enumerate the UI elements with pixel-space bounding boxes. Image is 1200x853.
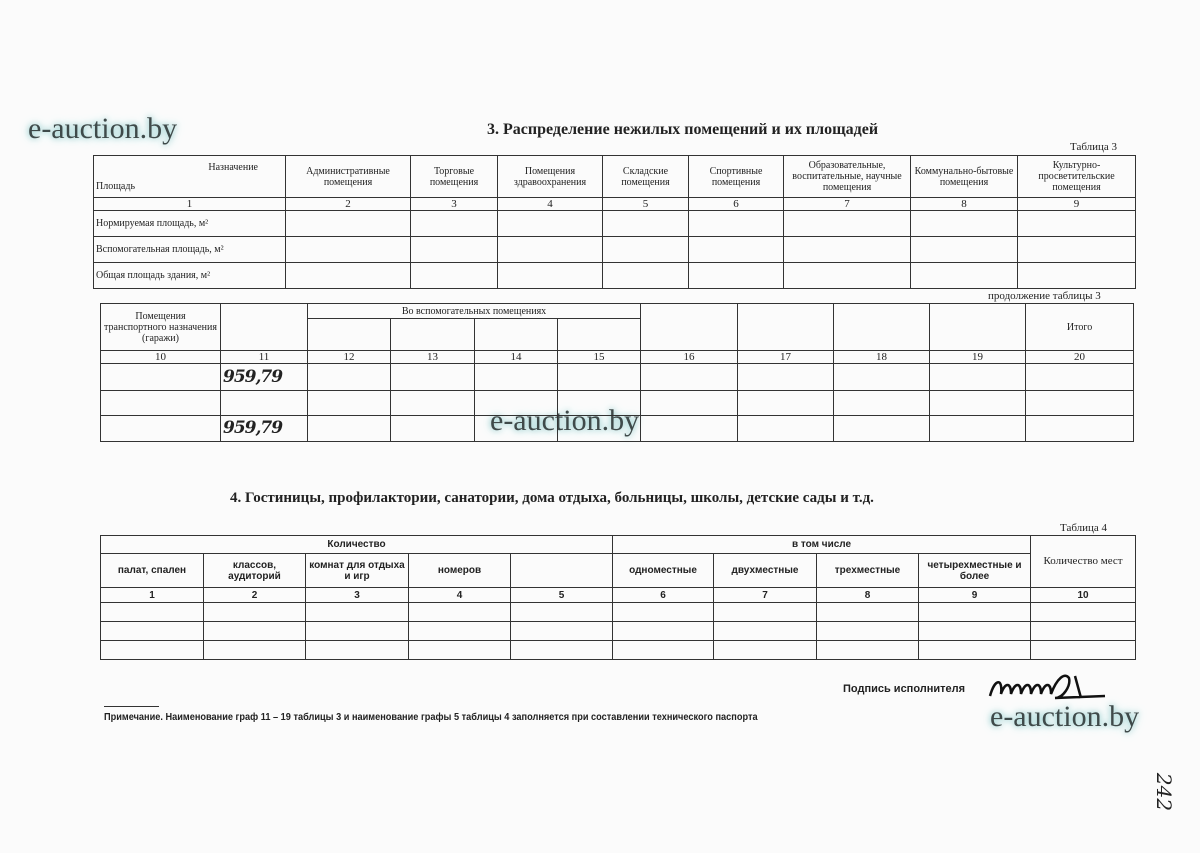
watermark: e-auction.by [490, 404, 640, 437]
column-header: Спортивные помещения [689, 156, 784, 198]
footnote: Примечание. Наименование граф 11 – 19 таблицы 3 и наименование графы 5 таблицы 4 заполняется при составлении технического паспорта [104, 712, 758, 723]
column-header: трехместные [817, 554, 919, 588]
column-number: 7 [784, 198, 911, 211]
column-number: 8 [911, 198, 1018, 211]
table-row [94, 211, 1136, 237]
column-header: Культурно-просветительские помещения [1018, 156, 1136, 198]
column-number: 20 [1026, 351, 1134, 364]
column-number: 9 [1018, 198, 1136, 211]
signature [985, 668, 1125, 704]
column-number: 14 [475, 351, 558, 364]
column-number: 1 [94, 198, 286, 211]
total-header: Итого [1026, 304, 1134, 351]
column-number: 8 [817, 588, 919, 603]
column-header: одноместные [613, 554, 714, 588]
column-number: 11 [221, 351, 308, 364]
column-header: Помещения здравоохранения [498, 156, 603, 198]
signature-label: Подпись исполнителя [843, 683, 966, 695]
watermark: e-auction.by [28, 112, 178, 145]
column-header [511, 554, 613, 588]
column-number: 4 [409, 588, 511, 603]
column-number: 18 [834, 351, 930, 364]
column-number: 15 [558, 351, 641, 364]
column-header: номеров [409, 554, 511, 588]
column-number: 1 [101, 588, 204, 603]
group-header: в том числе [613, 536, 1031, 554]
column-number: 19 [930, 351, 1026, 364]
column-header: Торговые помещения [411, 156, 498, 198]
table-3 [93, 155, 1136, 289]
column-number: 2 [204, 588, 306, 603]
table-row [101, 641, 1136, 660]
column-number: 16 [641, 351, 738, 364]
column-header: Количество мест [1031, 536, 1136, 588]
group-header: Количество [101, 536, 613, 554]
column-number: 6 [613, 588, 714, 603]
column-header: комнат для отдыха и игр [306, 554, 409, 588]
table-4-label: Таблица 4 [1060, 522, 1108, 534]
table-row [101, 391, 1134, 416]
column-number: 12 [308, 351, 391, 364]
column-number: 7 [714, 588, 817, 603]
corner-header: Назначение Площадь [94, 156, 286, 198]
watermark: e-auction.by [990, 700, 1140, 733]
column-header: Коммунально-бытовые помещения [911, 156, 1018, 198]
column-number: 4 [498, 198, 603, 211]
row-label: Нормируемая площадь, м² [94, 211, 286, 237]
handwritten-value: 959,79 [221, 364, 308, 391]
column-number: 2 [286, 198, 411, 211]
table-4 [100, 535, 1136, 660]
column-number: 3 [306, 588, 409, 603]
column-number: 13 [391, 351, 475, 364]
table-row [101, 364, 1134, 391]
column-number: 10 [101, 351, 221, 364]
handwritten-value: 959,79 [221, 416, 308, 442]
table-row [101, 603, 1136, 622]
column-header: четырехместные и более [919, 554, 1031, 588]
table-3-continuation [100, 303, 1134, 442]
column-number: 10 [1031, 588, 1136, 603]
column-header: палат, спален [101, 554, 204, 588]
table-row [94, 263, 1136, 289]
column-number: 6 [689, 198, 784, 211]
table-row [101, 622, 1136, 641]
column-header: Административные помещения [286, 156, 411, 198]
table-row [94, 237, 1136, 263]
section-4-title: 4. Гостиницы, профилактории, санатории, дома отдыха, больницы, школы, детские сады и т.д. [230, 490, 874, 506]
table-row [101, 416, 1134, 442]
column-header: Образовательные, воспитательные, научные помещения [784, 156, 911, 198]
row-label: Общая площадь здания, м² [94, 263, 286, 289]
column-number: 9 [919, 588, 1031, 603]
column-number: 5 [511, 588, 613, 603]
section-3-title: 3. Распределение нежилых помещений и их площадей [487, 121, 879, 138]
page-number: 242 [1152, 772, 1177, 812]
note-divider [104, 706, 159, 707]
group-header: Во вспомогательных помещениях [308, 304, 641, 319]
row-label: Вспомогательная площадь, м² [94, 237, 286, 263]
column-header: двухместные [714, 554, 817, 588]
column-header: классов, аудиторий [204, 554, 306, 588]
table-3-label: Таблица 3 [1070, 141, 1118, 153]
column-number: 5 [603, 198, 689, 211]
column-header: Складские помещения [603, 156, 689, 198]
column-number: 17 [738, 351, 834, 364]
table-3-continuation-label: продолжение таблицы 3 [988, 290, 1101, 302]
column-header: Помещения транспортного назначения (гаражи) [101, 304, 221, 351]
column-number: 3 [411, 198, 498, 211]
